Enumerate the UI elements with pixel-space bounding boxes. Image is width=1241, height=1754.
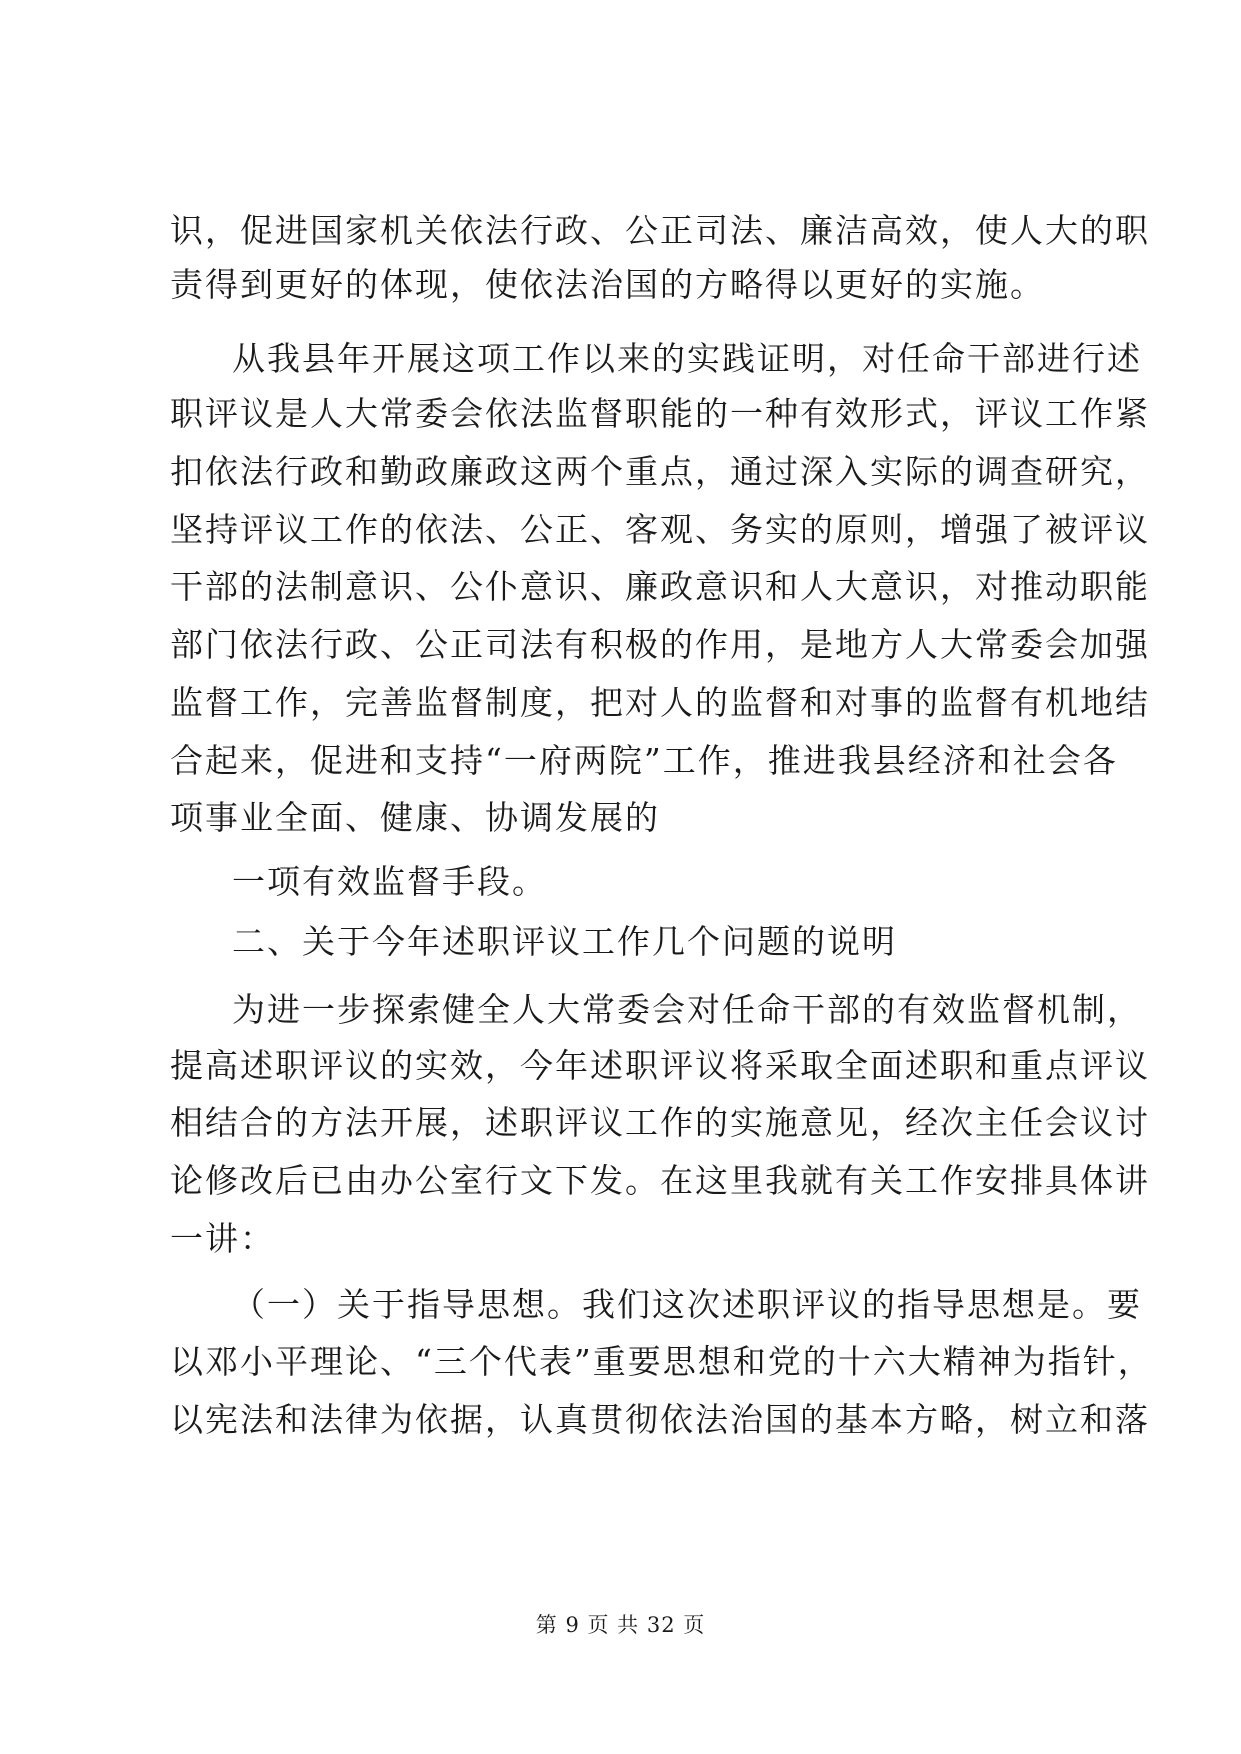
text-line: 责得到更好的体现，使依法治国的方略得以更好的实施。 bbox=[170, 265, 1045, 304]
text-line: 一项有效监督手段。 bbox=[232, 862, 547, 901]
text-line: 为进一步探索健全人大常委会对任命干部的有效监督机制， bbox=[232, 990, 1142, 1029]
text-line: 监督工作，完善监督制度，把对人的监督和对事的监督有机地结 bbox=[170, 683, 1150, 722]
text-line: 合起来，促进和支持“一府两院”工作，推进我县经济和社会各 bbox=[170, 741, 1118, 780]
text-line: （一）关于指导思想。我们这次述职评议的指导思想是。要 bbox=[232, 1285, 1142, 1324]
text-line: 职评议是人大常委会依法监督职能的一种有效形式，评议工作紧 bbox=[170, 394, 1150, 433]
text-line: 扣依法行政和勤政廉政这两个重点，通过深入实际的调查研究， bbox=[170, 452, 1150, 491]
text-line: 以邓小平理论、“三个代表”重要思想和党的十六大精神为指针， bbox=[170, 1342, 1153, 1381]
text-line: 部门依法行政、公正司法有积极的作用，是地方人大常委会加强 bbox=[170, 625, 1150, 664]
text-line: 项事业全面、健康、协调发展的 bbox=[170, 798, 660, 837]
text-line: 一讲： bbox=[170, 1219, 275, 1258]
section-heading: 二、关于今年述职评议工作几个问题的说明 bbox=[232, 922, 897, 961]
text-line: 论修改后已由办公室行文下发。在这里我就有关工作安排具体讲 bbox=[170, 1161, 1150, 1200]
text-line: 提高述职评议的实效，今年述职评议将采取全面述职和重点评议 bbox=[170, 1046, 1150, 1085]
text-line: 识，促进国家机关依法行政、公正司法、廉洁高效，使人大的职 bbox=[170, 211, 1150, 250]
text-line: 以宪法和法律为依据，认真贯彻依法治国的基本方略，树立和落 bbox=[170, 1400, 1150, 1439]
text-line: 坚持评议工作的依法、公正、客观、务实的原则，增强了被评议 bbox=[170, 510, 1150, 549]
text-line: 相结合的方法开展，述职评议工作的实施意见，经次主任会议讨 bbox=[170, 1103, 1150, 1142]
text-line: 从我县年开展这项工作以来的实践证明，对任命干部进行述 bbox=[232, 339, 1142, 378]
text-line: 干部的法制意识、公仆意识、廉政意识和人大意识，对推动职能 bbox=[170, 567, 1150, 606]
page-number-footer: 第 9 页 共 32 页 bbox=[535, 1613, 706, 1637]
